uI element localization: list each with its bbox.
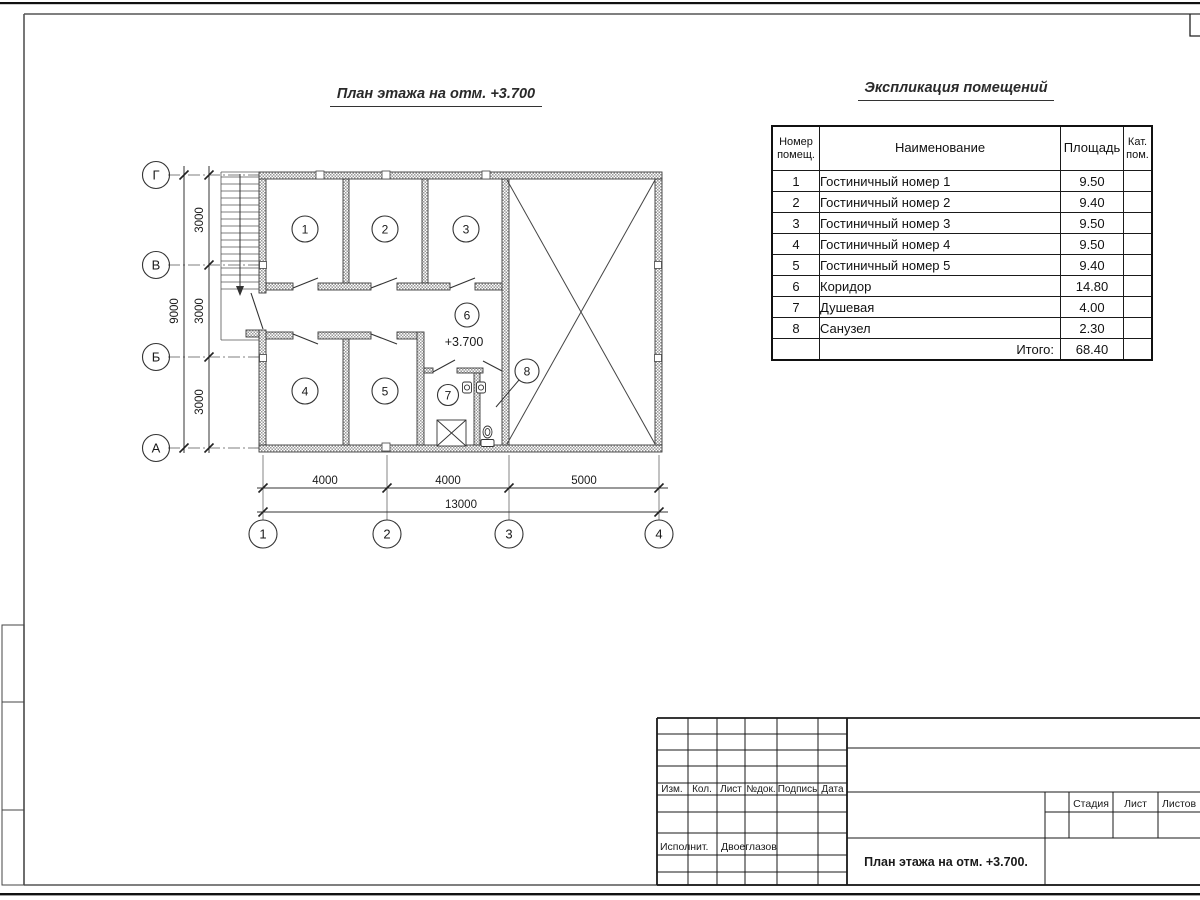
cell-name: Душевая (820, 297, 1061, 318)
dimensions-left (169, 166, 214, 453)
cell-name: Гостиничный номер 2 (820, 192, 1061, 213)
axis-bubbles-left (143, 162, 170, 462)
cell-category (1124, 297, 1153, 318)
cell-area: 14.80 (1061, 276, 1124, 297)
svg-text:5: 5 (381, 384, 389, 399)
table-row (772, 192, 1152, 213)
cell-area: 9.50 (1061, 171, 1124, 192)
svg-text:В: В (151, 257, 161, 273)
wall-junction-marks (260, 171, 662, 451)
svg-text:13000: 13000 (445, 499, 477, 511)
svg-text:4: 4 (655, 526, 663, 542)
door-leaves (251, 278, 502, 372)
tb-sheets-label: Листов (1161, 798, 1197, 810)
col-header-category: Кат. пом. (1124, 126, 1153, 171)
shower-head-icon (463, 382, 472, 393)
cell-name: Гостиничный номер 5 (820, 255, 1061, 276)
cell-number: 7 (772, 297, 820, 318)
svg-text:Б: Б (151, 349, 161, 365)
table-row (772, 276, 1152, 297)
room-circle-5 (372, 378, 398, 404)
cell-number: 5 (772, 255, 820, 276)
col-header-area: Площадь (1061, 126, 1124, 171)
cell-name: Санузел (820, 318, 1061, 339)
svg-text:3000: 3000 (194, 389, 206, 415)
col-header-name: Наименование (820, 126, 1061, 171)
svg-text:1: 1 (259, 526, 267, 542)
dimensions-bottom (257, 475, 668, 517)
stair-direction-arrow-icon (236, 286, 244, 296)
void-area-cross (507, 180, 655, 444)
table-row (772, 171, 1152, 192)
tb-col-podpis: Подпись (777, 784, 818, 795)
cell-category (1124, 171, 1153, 192)
cell-number (772, 339, 820, 361)
svg-text:4000: 4000 (312, 475, 338, 487)
cell-number: 6 (772, 276, 820, 297)
axis-lines-horizontal (168, 175, 263, 448)
svg-text:5000: 5000 (571, 475, 597, 487)
cell-area: 9.40 (1061, 192, 1124, 213)
cell-category (1124, 255, 1153, 276)
cell-area: 2.30 (1061, 318, 1124, 339)
cell-number: 2 (772, 192, 820, 213)
table-row (772, 318, 1152, 339)
tb-executor-label: Исполнит. (660, 841, 709, 853)
room-circle-6 (455, 303, 479, 327)
table-row (772, 297, 1152, 318)
cell-area: 9.40 (1061, 255, 1124, 276)
svg-text:2: 2 (381, 222, 389, 237)
svg-text:4: 4 (301, 384, 309, 399)
svg-text:4000: 4000 (435, 475, 461, 487)
cell-name: Гостиничный номер 1 (820, 171, 1061, 192)
tb-col-izm: Изм. (661, 784, 683, 795)
shower-tray-icon (437, 420, 466, 446)
schedule-total-row (772, 339, 1152, 361)
cell-name: Коридор (820, 276, 1061, 297)
schedule-title: Экспликация помещений (858, 80, 1054, 101)
tb-col-ndok: №док. (746, 784, 776, 795)
svg-text:6: 6 (463, 308, 471, 323)
elevation-mark: +3.700 (444, 335, 484, 349)
shower-head-icon (477, 382, 486, 393)
total-label: Итого: (820, 339, 1061, 361)
total-value: 68.40 (1061, 339, 1124, 361)
cell-category (1124, 318, 1153, 339)
col-header-number: Номер помещ. (772, 126, 820, 171)
tb-sheet-label: Лист (1124, 798, 1147, 810)
walls (246, 172, 662, 452)
room-circle-4 (292, 378, 318, 404)
cell-number: 8 (772, 318, 820, 339)
cell-number: 1 (772, 171, 820, 192)
svg-text:3000: 3000 (194, 207, 206, 233)
toilet-icon (481, 426, 494, 447)
cell-category (1124, 213, 1153, 234)
floor-plan-title: План этажа на отм. +3.700 (330, 86, 542, 107)
table-row (772, 213, 1152, 234)
tb-col-kol: Кол. (692, 784, 712, 795)
cell-category (1124, 192, 1153, 213)
table-row (772, 234, 1152, 255)
svg-text:3: 3 (505, 526, 513, 542)
svg-text:1: 1 (301, 222, 309, 237)
svg-text:А: А (151, 440, 161, 456)
cell-category (1124, 339, 1153, 361)
tb-stage-label: Стадия (1073, 798, 1109, 810)
cell-number: 4 (772, 234, 820, 255)
room-schedule-table (771, 125, 1153, 361)
cell-number: 3 (772, 213, 820, 234)
cell-area: 9.50 (1061, 213, 1124, 234)
room-circle-3 (453, 216, 479, 242)
svg-text:3000: 3000 (194, 298, 206, 324)
tb-executor-name: Двоеглазов (721, 841, 777, 853)
cell-name: Гостиничный номер 3 (820, 213, 1061, 234)
svg-text:2: 2 (383, 526, 391, 542)
cell-name: Гостиничный номер 4 (820, 234, 1061, 255)
tb-col-data: Дата (821, 784, 844, 795)
room-circle-1 (292, 216, 318, 242)
tb-doc-title: План этажа на отм. +3.700. (864, 855, 1028, 869)
room-circle-2 (372, 216, 398, 242)
room-circle-7 (438, 385, 459, 406)
schedule-header-row (772, 126, 1152, 171)
svg-text:3: 3 (462, 222, 470, 237)
svg-text:Г: Г (152, 167, 160, 183)
title-block (657, 718, 1200, 885)
svg-text:7: 7 (444, 388, 452, 403)
cell-category (1124, 234, 1153, 255)
table-row (772, 255, 1152, 276)
svg-text:8: 8 (523, 364, 531, 379)
cell-area: 4.00 (1061, 297, 1124, 318)
floor-plan (143, 162, 674, 549)
cell-area: 9.50 (1061, 234, 1124, 255)
cell-category (1124, 276, 1153, 297)
tb-col-list: Лист (720, 784, 742, 795)
staircase (221, 172, 259, 340)
svg-text:9000: 9000 (169, 298, 181, 324)
